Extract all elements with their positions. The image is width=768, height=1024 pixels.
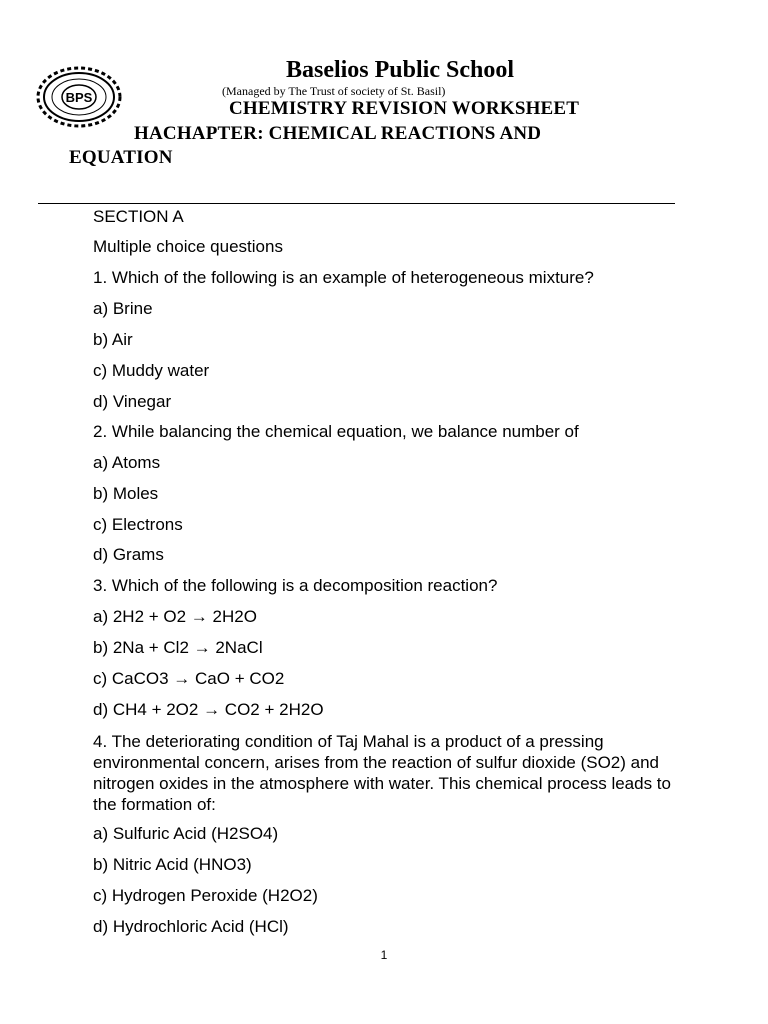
question-2-option-a: a) Atoms — [93, 453, 161, 472]
question-4-option-c: c) Hydrogen Peroxide (H2O2) — [93, 886, 318, 905]
question-1-option-c: c) Muddy water — [93, 361, 210, 380]
question-2-text: 2. While balancing the chemical equation, we balance number of — [93, 422, 579, 441]
question-4-option-b: b) Nitric Acid (HNO3) — [93, 855, 252, 874]
question-1-option-b: b) Air — [93, 330, 133, 349]
school-name: Baselios Public School — [285, 57, 515, 83]
question-1-text: 1. Which of the following is an example of heterogeneous mixture? — [93, 268, 594, 287]
question-3-option-c: c) CaCO3 → CaO + CO2 — [93, 669, 285, 688]
question-1-option-a: a) Brine — [93, 299, 153, 318]
question-4-option-a: a) Sulfuric Acid (H2SO4) — [93, 824, 279, 843]
page-number: 1 — [380, 948, 388, 962]
chapter-title-line-2: EQUATION — [69, 147, 173, 168]
managed-by-note: (Managed by The Trust of society of St. Basil) — [222, 84, 446, 98]
question-2-option-c: c) Electrons — [93, 515, 183, 534]
logo-lettering: BPS — [65, 90, 93, 105]
question-3-option-b: b) 2Na + Cl2 → 2NaCl — [93, 638, 263, 657]
question-4-option-d: d) Hydrochloric Acid (HCl) — [93, 917, 289, 936]
question-3-option-d: d) CH4 + 2O2 → CO2 + 2H2O — [93, 700, 324, 719]
question-2-option-d: d) Grams — [93, 545, 164, 564]
chapter-title-line-1: HACHAPTER: CHEMICAL REACTIONS AND — [134, 123, 542, 144]
question-2-option-b: b) Moles — [93, 484, 159, 503]
worksheet-title: CHEMISTRY REVISION WORKSHEET — [229, 98, 580, 119]
question-3-option-a: a) 2H2 + O2 → 2H2O — [93, 607, 257, 626]
question-3-text: 3. Which of the following is a decomposition reaction? — [93, 576, 498, 595]
section-subtitle: Multiple choice questions — [93, 237, 283, 256]
section-title: SECTION A — [93, 207, 184, 226]
question-1-option-d: d) Vinegar — [93, 392, 172, 411]
question-4-text: 4. The deteriorating condition of Taj Mahal is a product of a pressing environmental concern, arises from the reaction of sulfur dioxide (SO2) and nitrogen oxides in the atmosphere with water. This chemical process leads to the formation of: — [93, 732, 671, 814]
header-divider — [38, 203, 675, 204]
